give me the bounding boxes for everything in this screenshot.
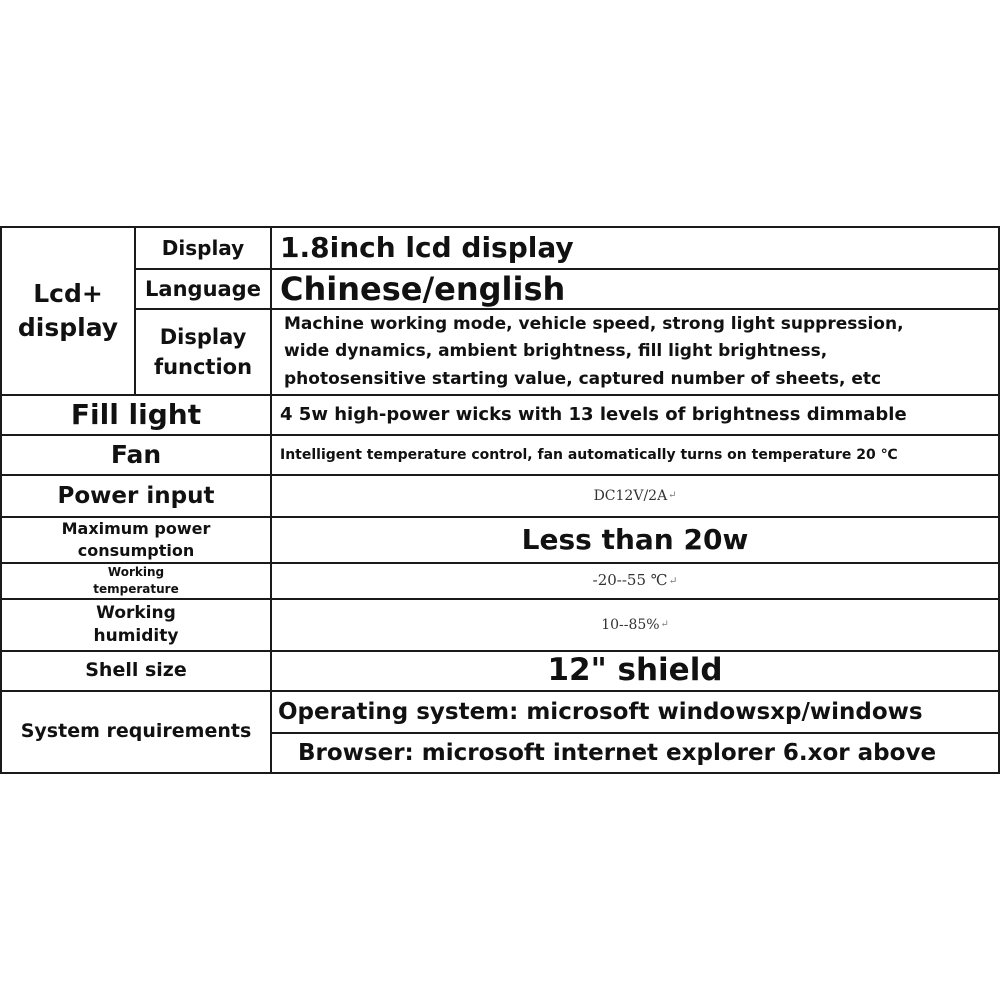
display-label: Display [161,235,245,260]
row-divider [0,690,1000,692]
language-value: Chinese/english [280,270,566,308]
display-function-value: Machine working mode, vehicle speed, strong light suppression, wide dynamics, ambient brightness, fill light brightness, photosensitive starting value, captured number of sheets, etc [284,313,904,389]
fill-light-label: Fill light [70,397,202,431]
working-humidity-value: 10--85% [601,616,660,633]
return-mark-icon: ↵ [668,574,678,587]
shell-size-label: Shell size [85,659,187,682]
working-temperature-value-cell [272,564,998,598]
row-divider [0,394,1000,396]
row-divider [0,650,1000,652]
power-input-value: DC12V/2A [593,487,668,504]
language-label: Language [145,276,261,301]
operating-system-value: Operating system: microsoft windowsxp/windows [278,698,923,725]
row-divider [0,516,1000,518]
row-divider [0,434,1000,436]
fan-label: Fan [110,439,162,469]
return-mark-icon: ↵ [660,619,669,631]
row-divider [134,308,1000,310]
row-divider [0,474,1000,476]
row-divider [270,732,1000,734]
working-temperature-label: Working temperature [93,565,179,596]
lcd-display-group-label: Lcd+ display [17,279,119,342]
column-divider [270,226,272,774]
row-divider [0,562,1000,564]
working-humidity-label: Working humidity [93,603,179,646]
working-temperature-value: -20--55 ℃ [592,571,668,590]
row-divider [0,598,1000,600]
shell-size-value: 12" shield [547,652,723,689]
max-power-label: Maximum power consumption [61,519,211,560]
table-border-top [0,226,1000,228]
power-input-label: Power input [57,482,215,509]
fan-value: Intelligent temperature control, fan automatically turns on temperature 20 ℃ [280,446,898,463]
power-input-value-cell [272,476,998,516]
table-border-left [0,226,2,774]
fill-light-value: 4 5w high-power wicks with 13 levels of brightness dimmable [280,403,907,425]
row-divider [134,268,1000,270]
max-power-value: Less than 20w [521,522,749,556]
return-mark-icon: ↵ [668,490,677,502]
table-border-bottom [0,772,1000,774]
working-humidity-value-cell [272,600,998,650]
browser-value: Browser: microsoft internet explorer 6.xor above [298,739,937,766]
display-value: 1.8inch lcd display [280,230,574,264]
display-function-label: Display function [153,324,253,379]
system-requirements-label: System requirements [20,720,252,743]
column-divider [134,226,136,396]
